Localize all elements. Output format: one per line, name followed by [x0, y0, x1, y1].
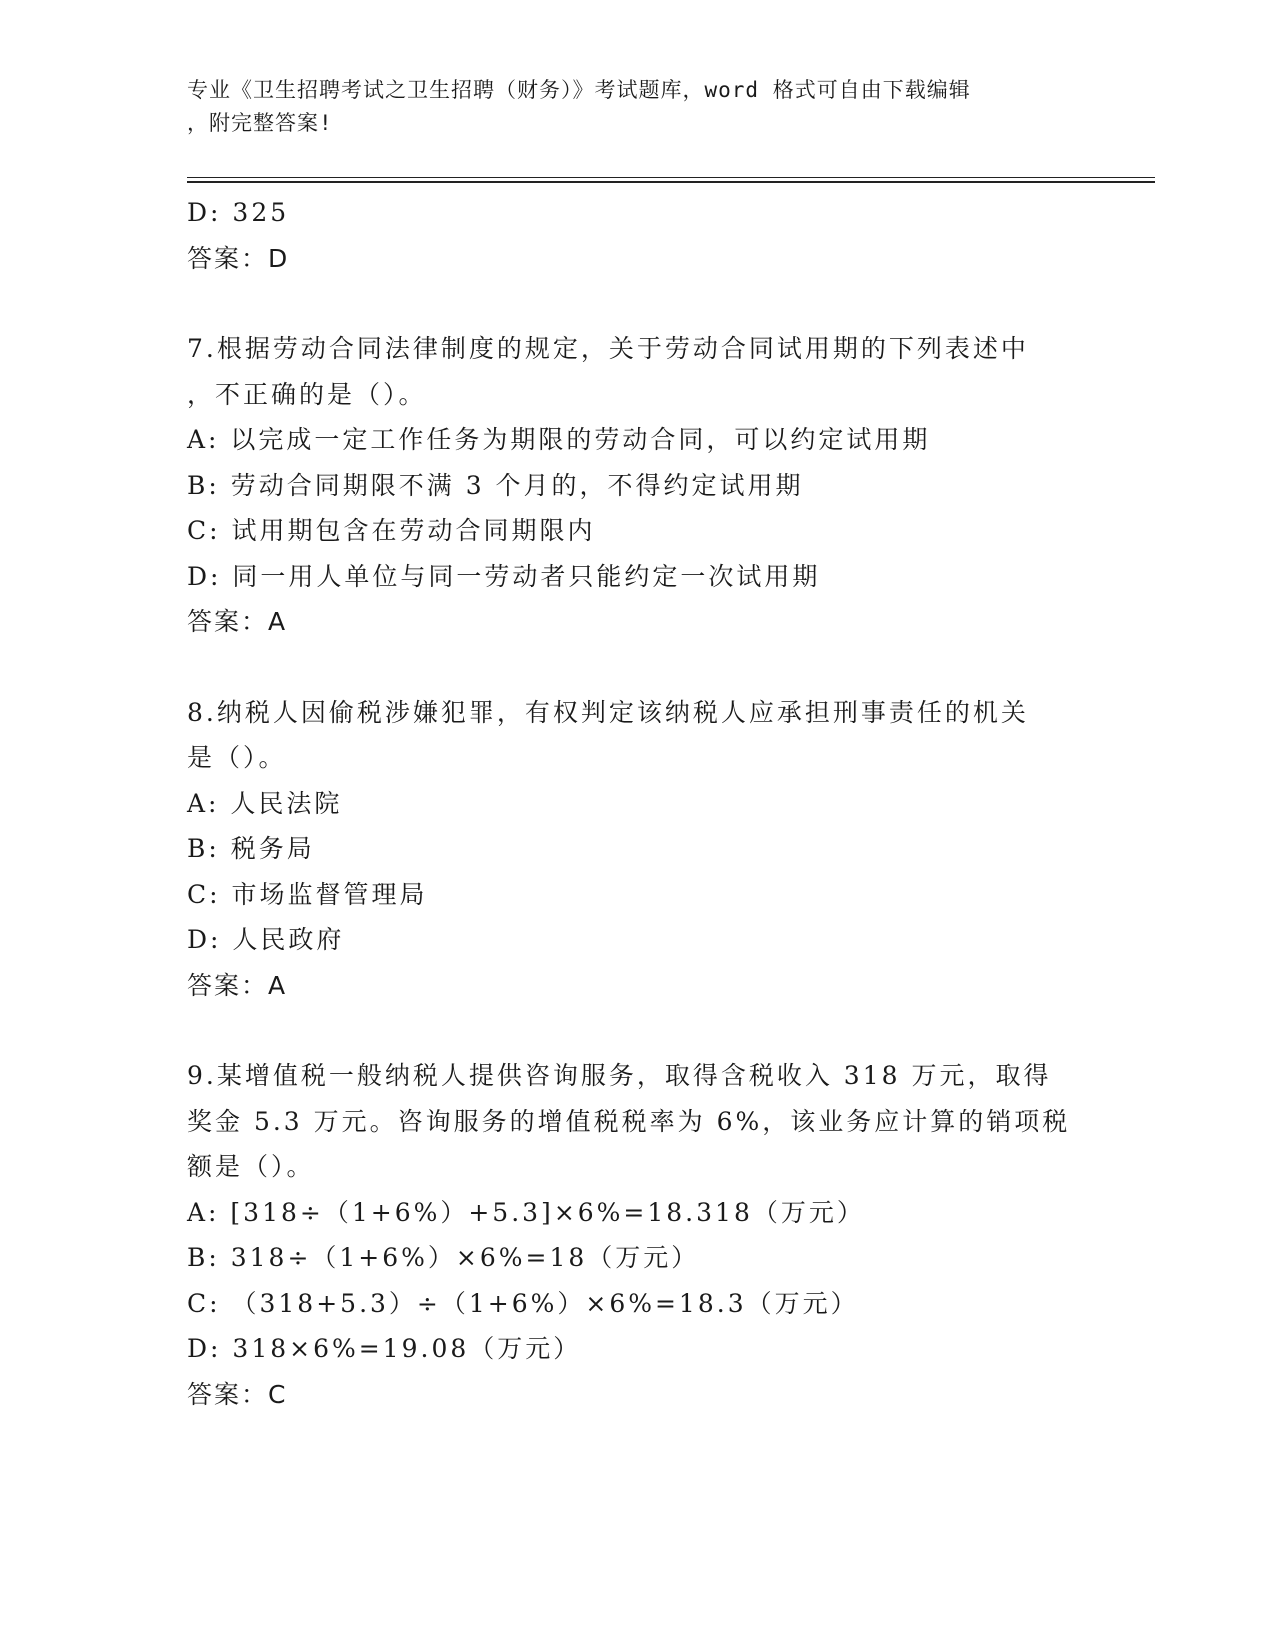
- question-9: [187, 1053, 1087, 1417]
- option-d: D: 人民政府: [187, 925, 345, 954]
- option-d: D: 325: [187, 198, 290, 227]
- option-c: C: （318+5.3）÷（1+6%）×6%=18.3（万元）: [187, 1288, 859, 1318]
- option-c: C: 试用期包含在劳动合同期限内: [187, 516, 596, 545]
- answer: 答案：A: [187, 970, 288, 1000]
- option-b: B: 318÷（1+6%）×6%=18（万元）: [187, 1243, 700, 1272]
- option-a: A: [318÷（1+6%）+5.3]×6%=18.318（万元）: [187, 1197, 865, 1227]
- document-body: [187, 190, 1087, 1417]
- option-b: B: 劳动合同期限不满 3 个月的，不得约定试用期: [187, 470, 804, 500]
- answer: 答案：A: [187, 607, 288, 636]
- question-stem: 额是（）。: [187, 1152, 315, 1181]
- spacer: [187, 1008, 1087, 1053]
- option-c: C: 市场监督管理局: [187, 879, 428, 909]
- option-d: D: 同一用人单位与同一劳动者只能约定一次试用期: [187, 561, 821, 591]
- question-8: [187, 690, 1087, 1009]
- header-line-2: ，附完整答案!: [187, 111, 333, 135]
- question-stem: 7.根据劳动合同法律制度的规定，关于劳动合同试用期的下列表述中: [187, 334, 1029, 363]
- question-stem: 9.某增值税一般纳税人提供咨询服务，取得含税收入 318 万元，取得: [187, 1061, 1052, 1090]
- page-header: [187, 74, 1067, 140]
- question-stem: ，不正确的是（）。: [187, 379, 427, 409]
- option-a: A: 人民法院: [187, 788, 343, 818]
- answer: 答案：D: [187, 243, 290, 273]
- spacer: [187, 645, 1087, 690]
- question-stem: 是（）。: [187, 743, 287, 772]
- option-d: D: 318×6%=19.08（万元）: [187, 1334, 582, 1363]
- option-b: B: 税务局: [187, 834, 315, 863]
- header-divider: [187, 177, 1155, 183]
- question-stem: 奖金 5.3 万元。咨询服务的增值税税率为 6%，该业务应计算的销项税: [187, 1106, 1071, 1136]
- question-stem: 8.纳税人因偷税涉嫌犯罪，有权判定该纳税人应承担刑事责任的机关: [187, 697, 1029, 727]
- header-line-1: 专业《卫生招聘考试之卫生招聘（财务）》考试题库，word 格式可自由下载编辑: [187, 78, 971, 102]
- question-7: [187, 326, 1087, 645]
- spacer: [187, 281, 1087, 326]
- option-a: A: 以完成一定工作任务为期限的劳动合同，可以约定试用期: [187, 425, 931, 454]
- previous-question-tail: [187, 190, 1087, 281]
- answer: 答案：C: [187, 1379, 288, 1409]
